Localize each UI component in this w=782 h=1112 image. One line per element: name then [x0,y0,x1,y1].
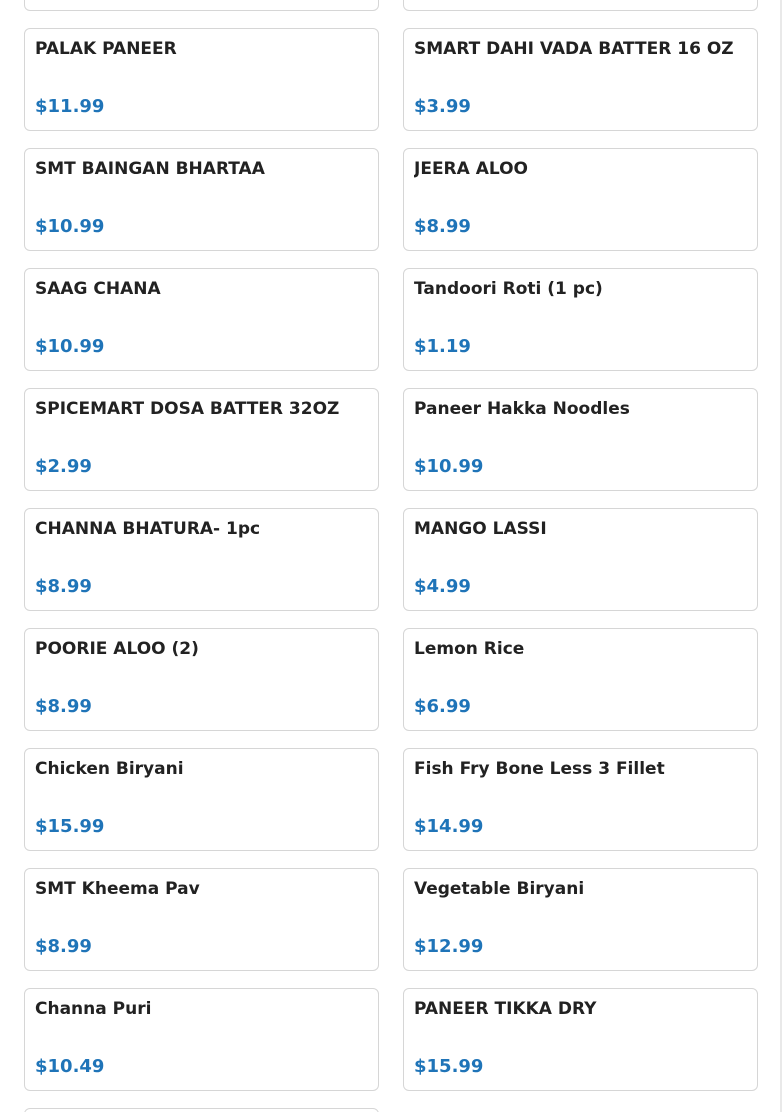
product-price: $2.99 [35,456,92,477]
product-name: SMT BAINGAN BHARTAA [35,159,265,179]
product-price: $12.99 [414,936,484,957]
product-card[interactable] [24,988,379,1091]
product-name: POORIE ALOO (2) [35,639,199,659]
product-name: Lemon Rice [414,639,525,659]
product-card[interactable] [403,748,758,851]
product-card[interactable] [24,868,379,971]
product-price: $3.99 [414,96,471,117]
product-card[interactable] [24,268,379,371]
product-price: $10.49 [35,1056,105,1077]
product-price: $10.99 [414,456,484,477]
product-price: $4.99 [414,576,471,597]
product-card[interactable] [403,988,758,1091]
product-card[interactable] [403,628,758,731]
product-card[interactable] [24,1108,379,1112]
product-name: Channa Puri [35,999,152,1019]
product-name: SMT Kheema Pav [35,879,200,899]
product-card[interactable] [24,148,379,251]
product-card[interactable] [403,0,758,11]
product-name: MANGO LASSI [414,519,547,539]
product-name: Vegetable Biryani [414,879,585,899]
product-price: $10.99 [35,216,105,237]
product-name: CHANNA BHATURA- 1pc [35,519,261,539]
product-card[interactable] [403,268,758,371]
product-price: $15.99 [35,816,105,837]
product-card[interactable] [403,508,758,611]
product-price: $15.99 [414,1056,484,1077]
product-name: PALAK PANEER [35,39,177,59]
product-price: $14.99 [414,816,484,837]
product-card[interactable] [403,148,758,251]
product-price: $8.99 [414,216,471,237]
product-price: $8.99 [35,936,92,957]
product-card[interactable] [24,508,379,611]
product-card[interactable] [24,0,379,11]
product-name: JEERA ALOO [414,159,529,179]
product-price: $6.99 [414,696,471,717]
product-name: SAAG CHANA [35,279,161,299]
product-price: $8.99 [35,696,92,717]
product-name: SPICEMART DOSA BATTER 32OZ [35,399,340,419]
product-card[interactable] [403,868,758,971]
product-name: Fish Fry Bone Less 3 Fillet [414,759,665,779]
product-name: Paneer Hakka Noodles [414,399,630,419]
product-name: Chicken Biryani [35,759,184,779]
product-name: Tandoori Roti (1 pc) [414,279,603,299]
product-price: $1.19 [414,336,471,357]
product-card[interactable] [403,28,758,131]
product-card[interactable] [403,388,758,491]
product-card[interactable] [24,388,379,491]
product-name: SMART DAHI VADA BATTER 16 OZ [414,39,734,59]
product-name: PANEER TIKKA DRY [414,999,597,1019]
product-card[interactable] [24,628,379,731]
product-price: $11.99 [35,96,105,117]
product-price: $10.99 [35,336,105,357]
product-card[interactable] [24,748,379,851]
product-grid [24,0,758,1112]
product-card[interactable] [24,28,379,131]
product-price: $8.99 [35,576,92,597]
